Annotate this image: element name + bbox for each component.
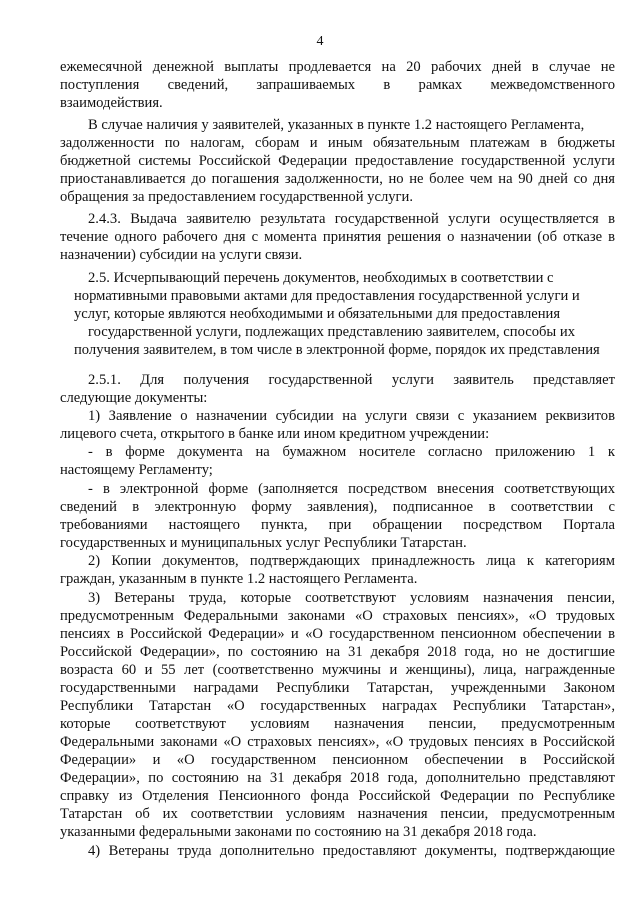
text-line: 2.4.3. Выдача заявителю результата государственной услуги осуществляется в [88, 211, 615, 227]
text-line: 1) Заявление о назначении субсидии на услуги связи с указанием реквизитов [88, 408, 615, 424]
text-line: ежемесячной денежной выплаты продлевается на 20 рабочих дней в случае не [60, 59, 615, 75]
text-line: нормативными правовыми актами для предоставления государственной услуги и [74, 288, 580, 304]
text-line: взаимодействия. [60, 95, 163, 111]
text-line: государственной услуги, подлежащих представлению заявителем, способы их [88, 324, 575, 340]
text-line: указанными федеральными законами по состоянию на 31 декабря 2018 года. [60, 824, 537, 840]
text-line: лицевого счета, открытого в банке или ином кредитном учреждении: [60, 426, 490, 442]
text-line: 2.5. Исчерпывающий перечень документов, необходимых в соответствии с [88, 270, 554, 286]
text-line: требованиями настоящего пункта, при обращении посредством Портала [60, 517, 615, 533]
text-line: 3) Ветераны труда, которые соответствуют условиям назначения пенсии, [88, 590, 615, 606]
text-line: государственных и муниципальных услуг Республики Татарстан. [60, 535, 467, 551]
text-line: пенсиях в Российской Федерации» и «О государственном пенсионном обеспечении в [60, 626, 615, 642]
text-line: государственными наградами Республики Татарстан, учрежденными Законом [60, 680, 615, 696]
text-line: настоящему Регламенту; [60, 462, 213, 478]
text-line: сведений в электронную форму заявления), подписанное в соответствии с [60, 499, 615, 515]
text-line: - в форме документа на бумажном носителе согласно приложению 1 к [88, 444, 615, 460]
text-line: услуг, которые являются необходимыми и обязательными для предоставления [74, 306, 561, 322]
text-line: предусмотренным Федеральными законами «О страховых пенсиях», «О трудовых [60, 608, 615, 624]
text-line: Татарстан об их соответствии условиям назначения пенсии, предусмотренным [60, 806, 615, 822]
text-line: 2) Копии документов, подтверждающих принадлежность лица к категориям [88, 553, 615, 569]
text-line: следующие документы: [60, 390, 208, 406]
text-line: возраста 60 и 55 лет (соответственно мужчины и женщины), лица, награжденные [60, 662, 615, 678]
text-line: Республики Татарстан «О государственных наградах Республики Татарстан», [60, 698, 615, 714]
text-line: граждан, указанным в пункте 1.2 настоящего Регламента. [60, 571, 418, 587]
text-line: 2.5.1. Для получения государственной услуги заявитель представляет [88, 372, 615, 388]
text-line: 4) Ветераны труда дополнительно предоставляют документы, подтверждающие [88, 843, 615, 859]
text-line: которые соответствуют условиям назначения пенсии, предусмотренным [60, 716, 615, 732]
text-line: Федерации» и «О государственном пенсионном обеспечении в Российской [60, 752, 615, 768]
text-line: назначении) субсидии на услуги связи. [60, 247, 303, 263]
page-number: 4 [316, 34, 324, 49]
text-line: Федеральными законами «О страховых пенсиях», «О трудовых пенсиях в Российской [60, 734, 615, 750]
text-line: задолженности по налогам, сборам и иным обязательным платежам в бюджеты [60, 135, 615, 151]
text-line: поступления сведений, запрашиваемых в рамках межведомственного [60, 77, 615, 93]
text-line: - в электронной форме (заполняется посредством внесения соответствующих [88, 481, 615, 497]
text-line: течение одного рабочего дня с момента принятия решения о назначении (об отказе в [60, 229, 615, 245]
text-line: справку из Отделения Пенсионного фонда Российской Федерации по Республике [60, 788, 615, 804]
text-line: приостанавливается до погашения задолженности, но не более чем на 90 дней со дня [60, 171, 615, 187]
text-line: Федерации», по состоянию на 31 декабря 2018 года, дополнительно представляют [60, 770, 615, 786]
text-line: В случае наличия у заявителей, указанных в пункте 1.2 настоящего Регламента, [88, 117, 585, 133]
text-line: бюджетной системы Российской Федерации предоставление государственной услуги [60, 153, 615, 169]
text-line: обращения за предоставлением государственной услуги. [60, 189, 413, 205]
text-line: получения заявителем, в том числе в электронной форме, порядок их представления [74, 342, 600, 358]
text-line: Российской Федерации», по состоянию на 31 декабря 2018 года, но не достигшие [60, 644, 615, 660]
